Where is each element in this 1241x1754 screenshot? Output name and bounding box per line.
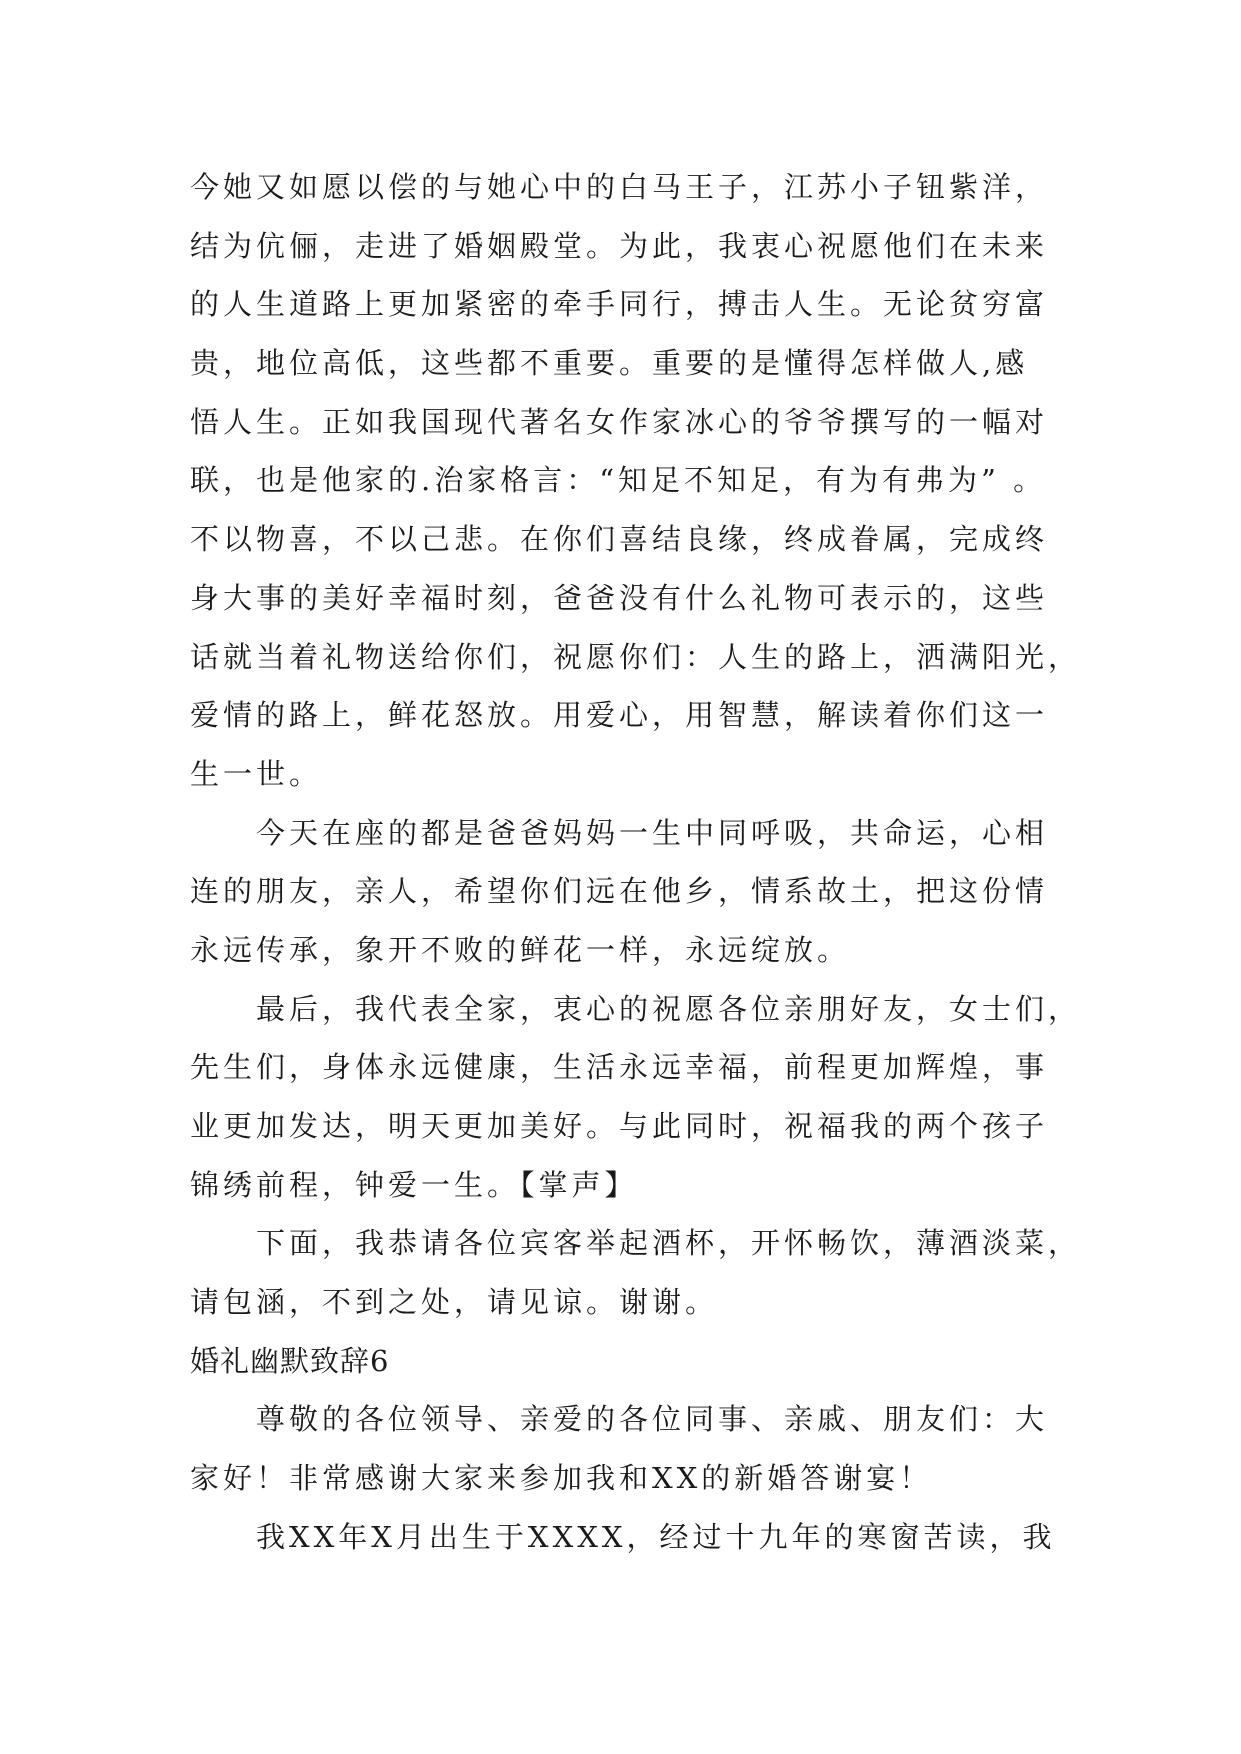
text-line: 永远传承，象开不败的鲜花一样，永远绽放。 bbox=[190, 932, 851, 967]
text-line: 身大事的美好幸福时刻，爸爸没有什么礼物可表示的，这些 bbox=[190, 580, 1049, 615]
text-line: 我XX年X月出生于XXXX，经过十九年的寒窗苦读，我 bbox=[256, 1519, 1056, 1554]
paragraph-5 bbox=[190, 1390, 1050, 1507]
text-line: 悟人生。正如我国现代著名女作家冰心的爷爷撰写的一幅对 bbox=[190, 404, 1049, 439]
section-heading: 婚礼幽默致辞6 bbox=[190, 1343, 390, 1378]
text-line: 业更加发达，明天更加美好。与此同时，祝福我的两个孩子 bbox=[190, 1109, 1049, 1143]
text-line: 最后，我代表全家，衷心的祝愿各位亲朋好友，女士们， bbox=[256, 991, 1082, 1026]
paragraph-1 bbox=[190, 158, 1082, 804]
text-line: 尊敬的各位领导、亲爱的各位同事、亲戚、朋友们：大 bbox=[256, 1402, 1049, 1437]
document-page bbox=[190, 158, 1082, 1567]
text-line: 话就当着礼物送给你们，祝愿你们：人生的路上，洒满阳光， bbox=[190, 639, 1082, 674]
text-line: 锦绣前程，钟爱一生。【掌声】 bbox=[190, 1167, 638, 1202]
text-line: 请包涵，不到之处，请见谅。谢谢。 bbox=[190, 1285, 719, 1320]
paragraph-2 bbox=[190, 804, 1050, 980]
text-line: 爱情的路上，鲜花怒放。用爱心，用智慧，解读着你们这一 bbox=[190, 698, 1049, 733]
text-line: 结为伉俪，走进了婚姻殿堂。为此，我衷心祝愿他们在未来 bbox=[190, 228, 1049, 263]
text-line: 贵，地位高低，这些都不重要。重要的是懂得怎样做人,感 bbox=[190, 346, 1029, 381]
paragraph-4 bbox=[190, 1214, 1082, 1331]
text-line: 连的朋友，亲人，希望你们远在他乡，情系故土，把这份情 bbox=[190, 874, 1049, 909]
paragraph-6 bbox=[190, 1508, 1056, 1567]
text-line: 今她又如愿以偿的与她心中的白马王子，江苏小子钮紫洋， bbox=[190, 170, 1049, 204]
paragraph-3 bbox=[190, 980, 1082, 1215]
text-line: 的人生道路上更加紧密的牵手同行，搏击人生。无论贫穷富 bbox=[190, 287, 1049, 322]
text-line: 今天在座的都是爸爸妈妈一生中同呼吸，共命运，心相 bbox=[256, 815, 1049, 850]
text-line: 先生们，身体永远健康，生活永远幸福，前程更加辉煌，事 bbox=[190, 1050, 1049, 1085]
text-line: 下面，我恭请各位宾客举起酒杯，开怀畅饮，薄酒淡菜， bbox=[256, 1226, 1082, 1261]
text-line: 联，也是他家的.治家格言：“知足不知足，有为有弗为” 。 bbox=[190, 463, 1047, 498]
text-line: 不以物喜，不以己悲。在你们喜结良缘，终成眷属，完成终 bbox=[190, 522, 1049, 557]
text-line: 生一世。 bbox=[190, 756, 323, 791]
text-line: 家好！非常感谢大家来参加我和XX的新婚答谢宴！ bbox=[190, 1461, 933, 1496]
